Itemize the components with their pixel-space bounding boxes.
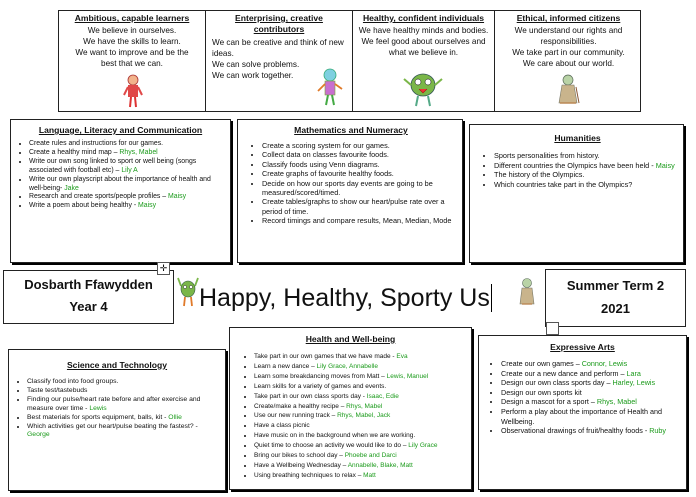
value-cell-ambitious (59, 11, 206, 111)
text-span: The history of the Olympics. (494, 170, 585, 180)
list-item: • Classify foods using Venn diagrams. (262, 160, 456, 169)
text-span: Lily Grace (408, 442, 438, 450)
value-cell-enterprising (206, 11, 353, 111)
text-span: Finding our pulse/heart rate before and after exercise and measure over time - (27, 395, 201, 412)
list-item: • Record timings and compare results, Mean, Median, Mode (262, 216, 456, 225)
text-span: Use our new running track – (254, 412, 338, 420)
text-span: Write a poem about being healthy - (29, 202, 139, 210)
text-span: Design a mascot for a sport – (501, 397, 597, 407)
text-span: Have a Wellbeing Wednesday – (254, 461, 348, 469)
value-line: We care about our world. (522, 59, 615, 68)
text-span: Connor, Lewis (581, 359, 628, 368)
text-span: Learn some breakdancing moves from Matt – (254, 372, 387, 380)
value-heading: Enterprising, creative contributors (235, 13, 323, 34)
wizard-character-drawing (556, 73, 580, 107)
text-span: Create our a new dance and perform – (501, 368, 627, 378)
text-span: Lily A (121, 166, 138, 174)
text-span: Learn a new dance – (254, 362, 317, 370)
text-span: Different countries the Olympics have been held - (494, 160, 656, 170)
text-span: George (27, 431, 50, 439)
resize-handle-icon[interactable] (546, 322, 559, 335)
cheering-monster-drawing (177, 277, 199, 307)
arts-list (485, 359, 680, 436)
text-span: Take part in our own games that we have made - (254, 353, 397, 360)
list-item (27, 423, 219, 441)
page-title: Happy, Healthy, Sporty Us (199, 284, 490, 312)
text-span: Taste test/tastebuds (27, 386, 88, 394)
value-heading: Ethical, informed citizens (516, 13, 621, 23)
text-span: Sports personalities from history. (494, 151, 600, 160)
list-item (254, 362, 465, 372)
section-heading: Humanities (554, 133, 601, 143)
list-item (254, 411, 465, 421)
text-span: Create/make a healthy recipe – (254, 402, 347, 410)
section-heading: Expressive Arts (550, 342, 615, 352)
value-line: We want to improve and be the best that we can. (75, 48, 189, 68)
text-span: Research and create sports/people profiles – (29, 193, 169, 201)
text-span: Lily Grace, Annabelle (316, 362, 378, 370)
robot-character-drawing (316, 67, 344, 107)
text-span: Jake (64, 184, 79, 192)
text-span: Maisy (655, 160, 675, 170)
move-handle-icon[interactable]: ✛ (157, 262, 170, 275)
values-table (58, 10, 641, 112)
text-span: Perform a play about the importance of Health and Wellbeing. (501, 406, 663, 426)
list-item (254, 431, 465, 441)
list-item (494, 161, 677, 171)
value-line: We can work together. (212, 71, 294, 80)
text-span: Rhys, Mabel (346, 402, 383, 410)
list-item (29, 149, 224, 158)
term-box (545, 269, 686, 327)
text-span: Take part in our own class sports day - (254, 392, 367, 400)
list-item (29, 140, 224, 149)
text-span: Ruby (649, 426, 666, 436)
list-item: • Create graphs of favourite healthy foods. (262, 169, 456, 178)
list-item (501, 426, 680, 436)
class-year: Year 4 (69, 299, 108, 314)
text-span: Eva (396, 353, 408, 360)
humanities-list (478, 151, 677, 189)
green-monster-drawing (403, 69, 443, 107)
text-span: Which countries take part in the Olympics? (494, 179, 633, 189)
text-span: Design our own class sports day – (501, 378, 613, 388)
section-heading: Language, Literacy and Communication (38, 125, 203, 135)
class-name: Dosbarth Ffawydden (24, 277, 153, 292)
text-span: Maisy (138, 202, 157, 210)
text-span: Write our own playscript about the importance of health and well-being- (29, 175, 211, 192)
list-item (494, 151, 677, 161)
list-item: • Collect data on classes favourite foods. (262, 150, 456, 159)
term-name: Summer Term 2 (566, 278, 665, 293)
text-cursor (491, 284, 492, 312)
text-span: Classify food into food groups. (27, 378, 119, 385)
text-span: Create a healthy mind map – (29, 148, 120, 156)
text-span: Lara (626, 368, 641, 378)
wizard-character-drawing (517, 277, 537, 307)
humanities-box (469, 124, 684, 263)
text-span: Design our own sports kit (501, 387, 582, 397)
text-span: Have a class picnic (254, 422, 310, 430)
list-item (254, 402, 465, 412)
list-item (501, 359, 680, 369)
list-item: • Decide on how our sports day events are going to be measured/scored/timed. (262, 179, 456, 198)
list-item (254, 392, 465, 402)
section-heading: Mathematics and Numeracy (294, 125, 408, 135)
text-span: Ollie (168, 413, 182, 421)
text-span: Lewis (89, 404, 107, 412)
text-span: Write our own song linked to sport or well being (songs associated with football etc) – (29, 157, 197, 174)
value-cell-healthy (353, 11, 495, 111)
list-item (29, 193, 224, 202)
list-item: • Create tables/graphs to show our heart/pulse rate over a period of time. (262, 197, 456, 216)
arts-box (478, 335, 687, 490)
list-item: • Create a scoring system for our games. (262, 141, 456, 150)
text-span: Rhys, Mabel, Jack (337, 412, 391, 420)
list-item (254, 382, 465, 392)
red-character-drawing (123, 73, 143, 109)
value-line: We feel good about ourselves and what we believe in. (361, 37, 486, 57)
list-item (494, 180, 677, 190)
list-item (254, 471, 465, 481)
list-item (27, 414, 219, 423)
value-cell-ethical (495, 11, 642, 111)
value-heading: Healthy, confident individuals (362, 13, 485, 23)
list-item (494, 170, 677, 180)
text-span: Maisy (168, 193, 187, 201)
list-item (254, 461, 465, 471)
value-line: We believe in ourselves. (87, 26, 177, 35)
class-box (3, 270, 174, 324)
value-heading: Ambitious, capable learners (74, 13, 190, 23)
science-box (8, 349, 226, 491)
section-heading: Science and Technology (66, 360, 168, 370)
text-span: Using breathing techniques to relax – (254, 471, 364, 479)
list-item (27, 378, 219, 387)
text-span: Have music on in the background when we are working. (254, 432, 416, 440)
text-span: Harley, Lewis (612, 378, 656, 388)
list-item (501, 378, 680, 388)
science-list (15, 378, 219, 440)
list-item (254, 372, 465, 382)
text-span: Rhys, Mabel (119, 148, 158, 156)
text-span: Bring our bikes to school day – (254, 452, 345, 460)
list-item (501, 407, 680, 426)
text-span: Which activities get our heart/pulse beating the fastest? - (27, 422, 198, 430)
value-line: We can be creative and think of new ideas. (212, 38, 344, 58)
list-item (254, 441, 465, 451)
text-span: Matt (363, 471, 376, 479)
text-span: Isaac, Edie (366, 392, 399, 400)
list-item (27, 387, 219, 396)
value-line: We can solve problems. (212, 60, 300, 69)
text-span: Learn skills for a variety of games and events. (254, 382, 387, 390)
health-box (229, 327, 472, 490)
list-item (501, 388, 680, 398)
maths-box (237, 119, 463, 263)
list-item (27, 396, 219, 414)
list-item (501, 369, 680, 379)
list-item (29, 202, 224, 211)
language-list (17, 140, 224, 211)
text-span: Lewis, Manuel (386, 372, 429, 380)
value-line: We understand our rights and responsibilities. (514, 26, 623, 46)
list-item (501, 397, 680, 407)
text-span: Annabelle, Blake, Matt (347, 461, 413, 469)
value-line: We have healthy minds and bodies. (358, 26, 489, 35)
text-span: Phoebe and Darci (344, 452, 397, 460)
value-line: We take part in our community. (512, 48, 625, 57)
value-line: We have the skills to learn. (83, 37, 181, 46)
language-box (10, 119, 231, 263)
list-item (254, 352, 465, 362)
list-item (254, 451, 465, 461)
text-span: Best materials for sports equipment, balls, kit - (27, 413, 169, 421)
text-span: Observational drawings of fruit/healthy foods - (501, 426, 650, 436)
maths-list (246, 141, 456, 226)
text-span: Create rules and instructions for our games. (29, 140, 164, 147)
text-span: Quiet time to choose an activity we would like to do – (254, 442, 409, 450)
health-list (236, 352, 465, 481)
list-item (29, 176, 224, 194)
list-item (254, 421, 465, 431)
list-item (29, 158, 224, 176)
term-year: 2021 (601, 301, 630, 316)
text-span: Create our own games – (501, 359, 582, 368)
text-span: Rhys, Mabel (596, 397, 637, 407)
section-heading: Health and Well-being (305, 334, 396, 344)
